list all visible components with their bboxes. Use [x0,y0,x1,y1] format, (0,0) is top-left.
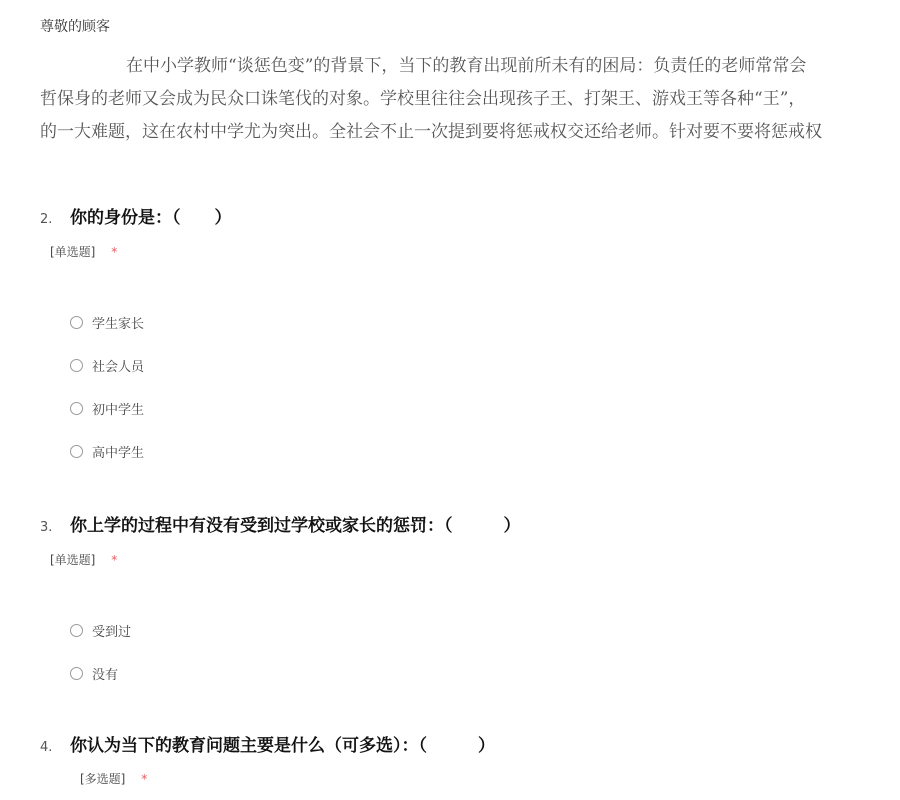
question-text: 你的身份是：（ ） [70,208,232,228]
question-type-label: [单选题] [50,553,96,567]
option-gaozhongxuesheng[interactable] [70,442,144,461]
option-label: 没有 [92,668,119,683]
radio-button[interactable] [70,667,83,680]
question-type-label: [多选题] [80,772,126,786]
required-mark: * [111,553,118,567]
question-type-label: [单选题] [50,245,96,259]
question-2-title [40,203,232,228]
option-meiyou[interactable] [70,664,118,683]
question-2-type [50,243,117,260]
option-shehuirenyuan[interactable] [70,356,144,375]
option-label: 初中学生 [92,403,145,418]
greeting: 尊敬的顾客 [40,19,110,35]
question-3-type [50,551,117,568]
question-text: 你上学的过程中有没有受到过学校或家长的惩罚：（ ） [70,516,521,536]
radio-button[interactable] [70,316,83,329]
question-number: 4. [40,740,53,755]
option-label: 受到过 [92,625,132,640]
radio-button[interactable] [70,359,83,372]
survey-intro [40,50,900,149]
radio-button[interactable] [70,402,83,415]
option-xueshengjiazhang[interactable] [70,313,144,332]
intro-line: 哲保身的老师又会成为民众口诛笔伐的对象。学校里往往会出现孩子王、打架王、游戏王等各种“王”， [40,89,806,109]
question-3-title [40,511,521,536]
question-4-type [80,770,147,787]
question-4-title [40,731,495,756]
intro-line: 在中小学教师“谈惩色变”的背景下，当下的教育出现前所未有的困局：负责任的老师常常会 [126,56,807,76]
question-text: 你认为当下的教育问题主要是什么（可多选）：（ ） [70,736,495,756]
radio-button[interactable] [70,445,83,458]
option-chuzhongxuesheng[interactable] [70,399,144,418]
question-number: 2. [40,212,53,227]
option-label: 学生家长 [92,317,145,332]
radio-button[interactable] [70,624,83,637]
intro-line: 的一大难题，这在农村中学尤为突出。全社会不止一次提到要将惩戒权交还给老师。针对要不要将惩戒权 [40,122,822,142]
required-mark: * [111,245,118,259]
question-number: 3. [40,520,53,535]
option-label: 高中学生 [92,446,145,461]
option-shoudaoguo[interactable] [70,621,131,640]
required-mark: * [141,772,148,786]
option-label: 社会人员 [92,360,145,375]
